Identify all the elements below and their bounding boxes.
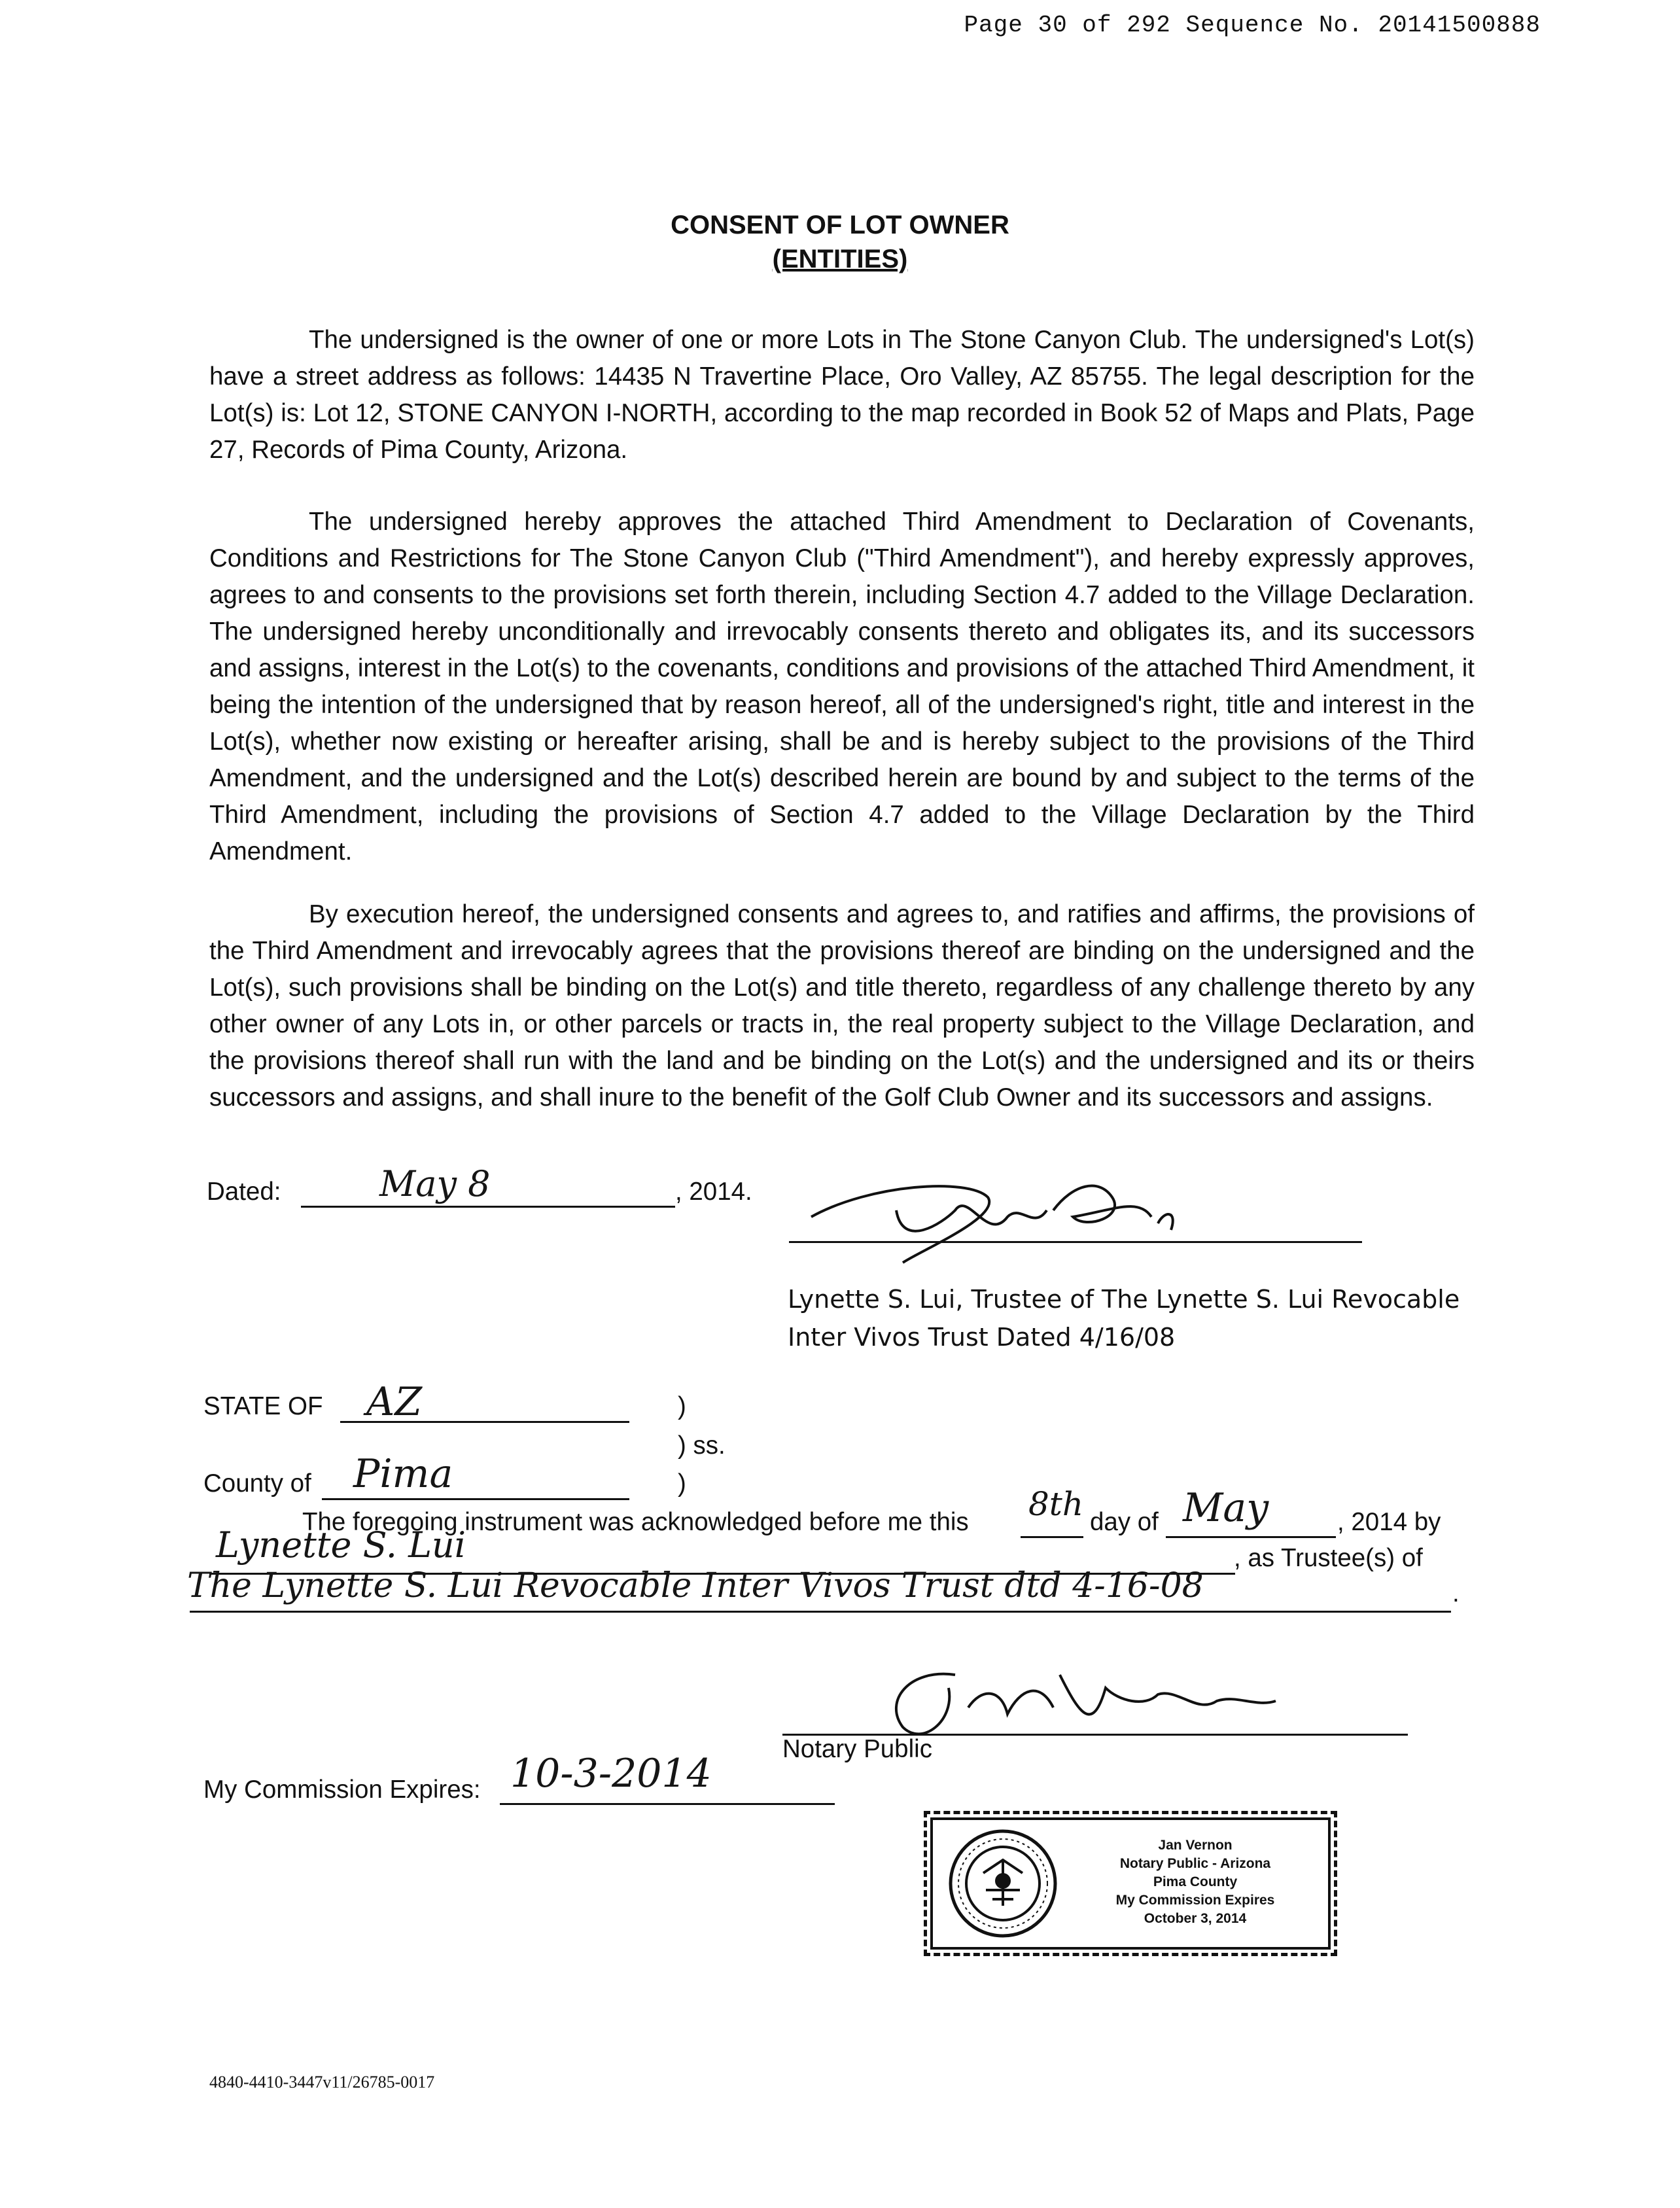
state-handwritten-value: AZ [366, 1379, 423, 1425]
paragraph-approval: The undersigned hereby approves the attached Third Amendment to Declaration of Covenants, Conditions and Restrictions for The Stone Canyon Club ("Third Amendment"), and hereby expressly approves, agrees to and consents to the provisions set forth therein, including Section 4.7 added to the Village Declaration. The undersigned hereby unconditionally and irrevocably consents thereto and obligates its, and its successors and assigns, interest in the Lot(s) to the covenants, conditions and provisions of the attached Third Amendment, it being the intention of the undersigned that by reason hereof, all of the undersigned's right, title and interest in the Lot(s), whether now existing or hereafter arising, shall be and is hereby subject to the provisions of the Third Amendment, and the undersigned and the Lot(s) described herein are bound by and subject to the terms of the Third Amendment, including the provisions of Section 4.7 added to the Village Declaration by the Third Amendment. [209, 508, 1475, 866]
dated-handwritten-value: May 8 [379, 1163, 491, 1204]
signatory-line1: Lynette S. Lui, Trustee of The Lynette S. Lui Revocable [788, 1285, 1460, 1314]
document-subtitle: (ENTITIES) [772, 245, 908, 273]
document-footer-id: 4840-4410-3447v11/26785-0017 [209, 2073, 435, 2092]
ack-day-underline [1021, 1536, 1083, 1538]
county-underline [322, 1498, 629, 1500]
commission-label: My Commission Expires: [203, 1776, 481, 1804]
ss-label: ) ss. [678, 1431, 726, 1460]
stamp-line-expires-date: October 3, 2014 [1144, 1911, 1247, 1926]
ack-month-underline [1166, 1536, 1336, 1538]
ack-day-handwritten: 8th [1028, 1485, 1084, 1523]
notary-seal-icon [947, 1827, 1059, 1940]
county-label: County of [203, 1469, 311, 1498]
ack-day-of: day of [1090, 1508, 1159, 1536]
trust-name-handwritten: The Lynette S. Lui Revocable Inter Vivos Trust dtd 4-16-08 [187, 1566, 1204, 1605]
county-handwritten-value: Pima [353, 1451, 453, 1497]
dated-underline [301, 1206, 675, 1208]
signatory-line2: Inter Vivos Trust Dated 4/16/08 [788, 1323, 1176, 1352]
stamp-line-expires-label: My Commission Expires [1115, 1893, 1275, 1908]
stamp-line-name: Jan Vernon [1158, 1838, 1233, 1853]
trust-name-underline [190, 1611, 1451, 1613]
ack-year: , 2014 by [1337, 1508, 1441, 1536]
trust-name-period: . [1452, 1579, 1460, 1607]
notary-public-label: Notary Public [782, 1735, 932, 1763]
commission-underline [500, 1803, 835, 1805]
ack-text: The foregoing instrument was acknowledged before me this [302, 1508, 969, 1536]
state-label: STATE OF [203, 1392, 323, 1420]
paragraph-lot-description: The undersigned is the owner of one or more Lots in The Stone Canyon Club. The undersigned's Lot(s) have a street address as follows: 14435 N Travertine Place, Oro Valley, AZ 85755. The legal description for the Lot(s) is: Lot 12, STONE CANYON I-NORTH, according to the map recorded in Book 52 of Maps and Plats, Page 27, Records of Pima County, Arizona. [209, 326, 1475, 464]
stamp-line-county: Pima County [1153, 1874, 1238, 1889]
stamp-line-title: Notary Public - Arizona [1119, 1856, 1271, 1871]
ack-month-handwritten: May [1183, 1485, 1269, 1531]
document-title: CONSENT OF LOT OWNER [671, 211, 1009, 239]
page-sequence-header: Page 30 of 292 Sequence No. 20141500888 [964, 12, 1541, 39]
paragraph-execution: By execution hereof, the undersigned consents and agrees to, and ratifies and affirms, the provisions of the Third Amendment and irrevocably agrees that the provisions thereof are binding on the undersigned and the Lot(s), such provisions shall be binding on the Lot(s) and title thereto, regardless of any challenge thereto by any other owner of any Lots in, or other parcels or tracts in, the real property subject to the Village Declaration, and the provisions thereof shall run with the land and be binding on the Lot(s) and the undersigned and its or theirs successors and assigns, and shall inure to the benefit of the Golf Club Owner and its successors and assigns. [209, 900, 1475, 1112]
signature-line [789, 1241, 1362, 1243]
signer-name-handwritten: Lynette S. Lui [216, 1524, 466, 1566]
dated-year: , 2014. [675, 1178, 752, 1206]
notary-stamp-text [1064, 1836, 1326, 1928]
paren-top: ) [678, 1392, 686, 1420]
dated-label: Dated: [207, 1178, 281, 1206]
paren-bottom: ) [678, 1469, 686, 1498]
signature-graphic [772, 1171, 1269, 1269]
notary-stamp [924, 1811, 1337, 1956]
commission-handwritten-value: 10-3-2014 [510, 1751, 712, 1796]
as-trustee-label: , as Trustee(s) of [1234, 1544, 1423, 1572]
